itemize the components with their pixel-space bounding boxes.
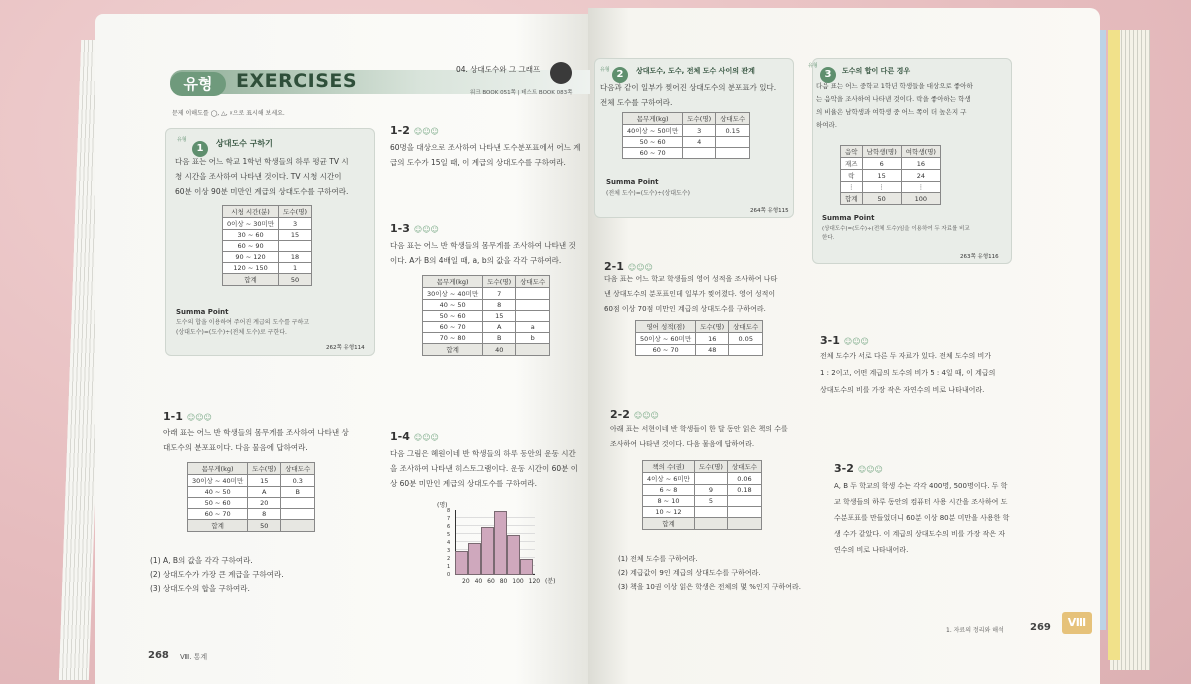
problem-2-2-questions: (1) 전체 도수를 구하여라. (2) 계급값이 9인 계급의 상대도수를 구하여라. (3) 책을 10권 이상 읽은 학생은 전체의 몇 %인지 구하여라.	[618, 555, 801, 591]
type3-label: 유형	[808, 63, 818, 69]
type1-number: 1	[192, 136, 208, 157]
type2-title: 상대도수, 도수, 전체 도수 사이의 관계	[636, 67, 755, 75]
problem-2-1-table: 영어 성적(점) 도수(명) 상대도수 50이상 ~ 60미만 16 0.05 60 ~ 70 48	[635, 320, 763, 356]
histogram-bar	[494, 511, 507, 575]
type2-summa-title: Summa Point	[606, 178, 659, 186]
problem-1-2-number: 1-2 ☺☺☺	[390, 124, 439, 137]
instruction: 문제 이해도를 ◯, △, ☓으로 표시해 보세요.	[172, 110, 285, 117]
type1-title: 상대도수 구하기	[216, 139, 273, 148]
type3-summa-text: (상대도수)=(도수)÷(전체 도수)임을 이용하여 두 자료를 비교 한다.	[822, 226, 970, 241]
chapter-ref: 04. 상대도수와 그 그래프	[456, 65, 541, 74]
problem-3-2-number: 3-2 ☺☺☺	[834, 462, 883, 475]
chapter-tab: Ⅷ	[1062, 612, 1092, 634]
histogram-bar	[520, 559, 533, 575]
yellow-page-edge	[1108, 30, 1120, 660]
left-footer-section: Ⅷ. 통계	[180, 653, 208, 661]
type2-summa-text: (전체 도수)=(도수)÷(상대도수)	[606, 190, 690, 197]
left-page-number: 268	[148, 650, 169, 661]
type2-page-ref: 264쪽 유형115	[750, 208, 789, 214]
problem-1-3-table: 몸무게(kg) 도수(명) 상대도수 30이상 ~ 40미만 7 40 ~ 50 8 50 ~ 60 15 60 ~ 70 A a 70 ~ 80 B b 합계 40	[422, 275, 550, 356]
right-footer-chapter: 1. 자료의 정리와 해석	[946, 627, 1004, 634]
problem-1-3-number: 1-3 ☺☺☺	[390, 222, 439, 235]
problem-2-2-text: 아래 표는 서현이네 반 학생들이 한 달 동안 읽은 책의 수를 조사하여 나타낸 것이다. 다음 물음에 답하여라.	[610, 425, 788, 448]
mascot-icon	[550, 62, 572, 84]
problem-1-1-table: 몸무게(kg) 도수(명) 상대도수 30이상 ~ 40미만 15 0.3 40 ~ 50 A B 50 ~ 60 20 60 ~ 70 8 합계 50	[187, 462, 315, 532]
histogram-y-unit: (명)	[437, 502, 448, 509]
problem-1-4-number: 1-4 ☺☺☺	[390, 430, 439, 443]
type3-table: 음악 남학생(명) 여학생(명) 재즈 6 16 락 15 24 ⋮ ⋮ ⋮ 합계 50 100	[840, 145, 941, 205]
problem-1-2-text: 60명을 대상으로 조사하여 나타낸 도수분포표에서 어느 계 급의 도수가 15일 때, 이 계급의 상대도수를 구하여라.	[390, 143, 581, 167]
type1-text: 다음 표는 어느 학교 1학년 학생들의 하루 평균 TV 시 청 시간을 조사하여 나타낸 것이다. TV 시청 시간이 60분 이상 90분 미만인 계급의 상대도수를 구하여라.	[175, 157, 349, 196]
type1-label: 유형	[177, 137, 187, 143]
histogram-x-ticks: 20 40 60 80 100 120 (분)	[462, 578, 556, 585]
histogram-bar	[468, 543, 481, 575]
type3-number: 3	[820, 62, 836, 83]
type3-title: 도수의 합이 다른 경우	[842, 67, 911, 75]
histogram-y-ticks: 8 7 6 5 4 3 2 1 0	[447, 508, 451, 578]
histogram-bar	[507, 535, 520, 575]
exercises-title: EXERCISES	[236, 70, 358, 92]
type1-page-ref: 262쪽 유형114	[326, 345, 365, 351]
problem-3-2-text: A, B 두 학교의 학생 수는 각각 400명, 500명이다. 두 학 교 학생들의 하루 동안의 컴퓨터 사용 시간을 조사하여 도 수분포표를 만들었더니 60분 이상 80분 미만을 사용한 학 생 수가 같았다. 이 계급의 상대도수의 비를 가장 작은 자 연수의 비로 나타내어라.	[834, 482, 1010, 554]
type3-page-ref: 263쪽 유형116	[960, 254, 999, 260]
type1-summa-title: Summa Point	[176, 308, 229, 316]
type2-number: 2	[612, 62, 628, 83]
histogram-bar	[481, 527, 494, 575]
type-badge: 유형	[170, 72, 226, 96]
problem-2-2-number: 2-2 ☺☺☺	[610, 408, 659, 421]
type1-summa-text: 도수의 합을 이용하여 주어진 계급의 도수를 구하고 (상대도수)=(도수)÷(전체 도수)로 구한다.	[176, 319, 310, 336]
book-ref: 워크 BOOK 051쪽 | 테스트 BOOK 083쪽	[470, 90, 573, 96]
histogram-bar	[455, 551, 468, 575]
problem-2-1-text: 다음 표는 어느 학교 학생들의 영어 성적을 조사하여 나타 낸 상대도수의 분포표인데 일부가 찢어졌다. 영어 성적이 60점 이상 70점 미만인 계급의 상대도수를 구하여라.	[604, 275, 778, 313]
right-page-number: 269	[1030, 622, 1051, 633]
problem-1-3-text: 다음 표는 어느 반 학생들의 몸무게를 조사하여 나타낸 것 이다. A가 B의 4배일 때, a, b의 값을 각각 구하여라.	[390, 241, 576, 265]
problem-2-1-number: 2-1 ☺☺☺	[604, 260, 653, 273]
type2-text: 다음과 같이 일부가 찢어진 상대도수의 분포표가 있다. 전체 도수를 구하여라.	[600, 83, 777, 107]
type3-summa-title: Summa Point	[822, 214, 875, 222]
type2-label: 유형	[600, 67, 610, 73]
problem-3-1-text: 전체 도수가 서로 다른 두 자료가 있다. 전체 도수의 비가 1 : 2이고, 어떤 계급의 도수의 비가 5 : 4일 때, 이 계급의 상대도수의 비를 가장 작은 자연수의 비로 나타내어라.	[820, 352, 996, 394]
type2-table: 몸무게(kg) 도수(명) 상대도수 40이상 ~ 50미만 3 0.15 50 ~ 60 4 60 ~ 70	[622, 112, 750, 159]
problem-2-2-table: 책의 수(권) 도수(명) 상대도수 4이상 ~ 6미만 0.06 6 ~ 8 9 0.18 8 ~ 10 5 10 ~ 12 합계	[642, 460, 762, 530]
type1-table: 시청 시간(분) 도수(명) 0이상 ~ 30미만 3 30 ~ 60 15 60 ~ 90 90 ~ 120 18 120 ~ 150 1 합계 50	[222, 205, 312, 286]
problem-1-1-questions: (1) A, B의 값을 각각 구하여라. (2) 상대도수가 가장 큰 계급을 구하여라. (3) 상대도수의 합을 구하여라.	[150, 556, 284, 593]
problem-1-1-number: 1-1 ☺☺☺	[163, 410, 212, 423]
problem-1-1-text: 아래 표는 어느 반 학생들의 몸무게를 조사하여 나타낸 상 대도수의 분포표이다. 다음 물음에 답하여라.	[163, 428, 349, 452]
problem-1-4-text: 다음 그림은 혜원이네 반 학생들의 하루 동안의 운동 시간 을 조사하여 나타낸 히스토그램이다. 운동 시간이 60분 이 상 60분 미만인 계급의 상대도수를 구하여라.	[390, 449, 579, 488]
problem-3-1-number: 3-1 ☺☺☺	[820, 334, 869, 347]
type3-text: 다음 표는 어느 중학교 1학년 학생들을 대상으로 좋아하 는 음악을 조사하여 나타낸 것이다. 락을 좋아하는 학생 의 비율은 남학생과 여학생 중 어느 쪽이 더 높은지 구 하여라.	[816, 82, 973, 129]
